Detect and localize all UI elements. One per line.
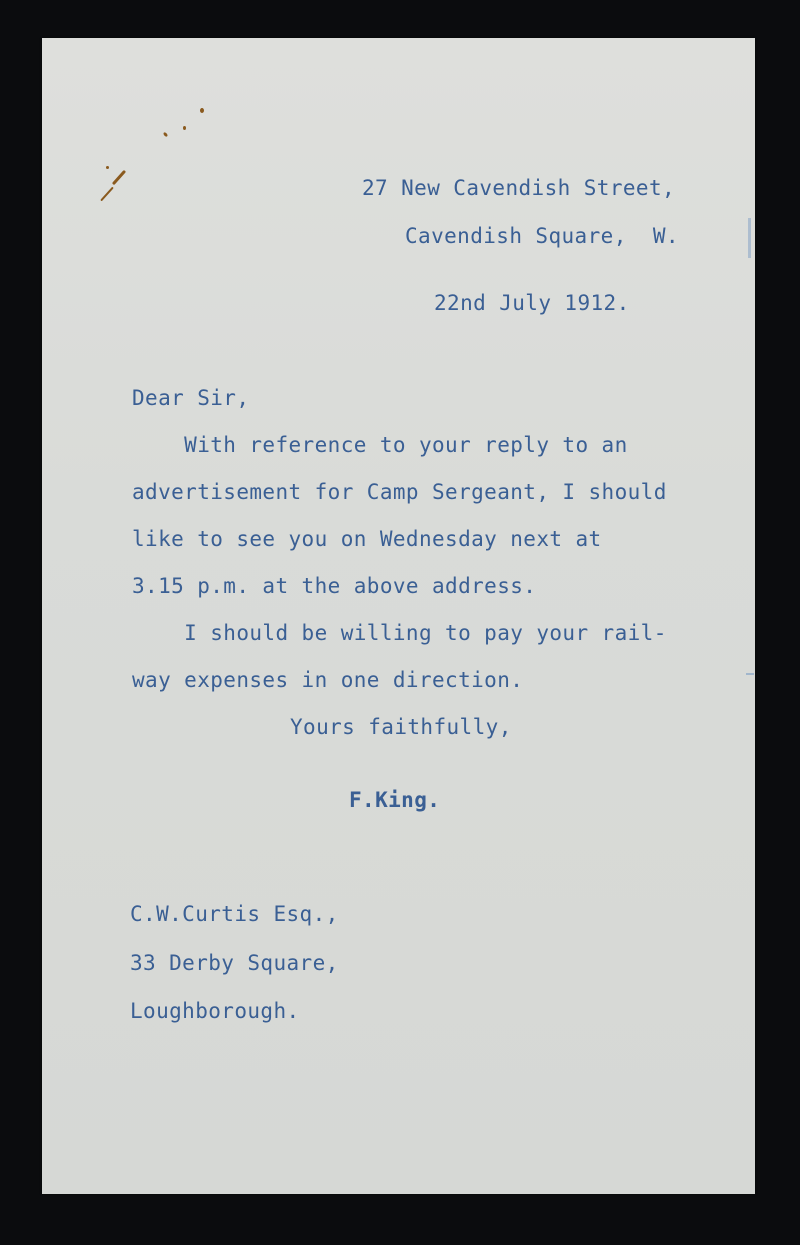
rust-mark [183, 126, 186, 130]
letter-page [42, 38, 755, 1194]
body-line: I should be willing to pay your rail- [132, 621, 667, 645]
body-line: advertisement for Camp Sergeant, I should [132, 480, 667, 504]
rust-mark [106, 166, 109, 169]
recipient-line: Loughborough. [130, 999, 300, 1023]
rust-mark [112, 170, 126, 185]
rust-mark [100, 187, 114, 202]
salutation: Dear Sir, [132, 386, 250, 410]
letter-date: 22nd July 1912. [434, 291, 630, 315]
recipient-line: 33 Derby Square, [130, 951, 339, 975]
edge-mark [746, 673, 754, 675]
edge-mark [748, 218, 751, 258]
rust-mark [163, 132, 169, 138]
body-line: 3.15 p.m. at the above address. [132, 574, 537, 598]
body-line: like to see you on Wednesday next at [132, 527, 602, 551]
closing: Yours faithfully, [290, 715, 512, 739]
address-line-1: 27 New Cavendish Street, [362, 176, 676, 200]
recipient-line: C.W.Curtis Esq., [130, 902, 339, 926]
body-line: With reference to your reply to an [132, 433, 628, 457]
address-line-2: Cavendish Square, W. [405, 224, 679, 248]
body-line: way expenses in one direction. [132, 668, 524, 692]
signature: F.King. [349, 788, 441, 812]
rust-mark [200, 108, 204, 113]
